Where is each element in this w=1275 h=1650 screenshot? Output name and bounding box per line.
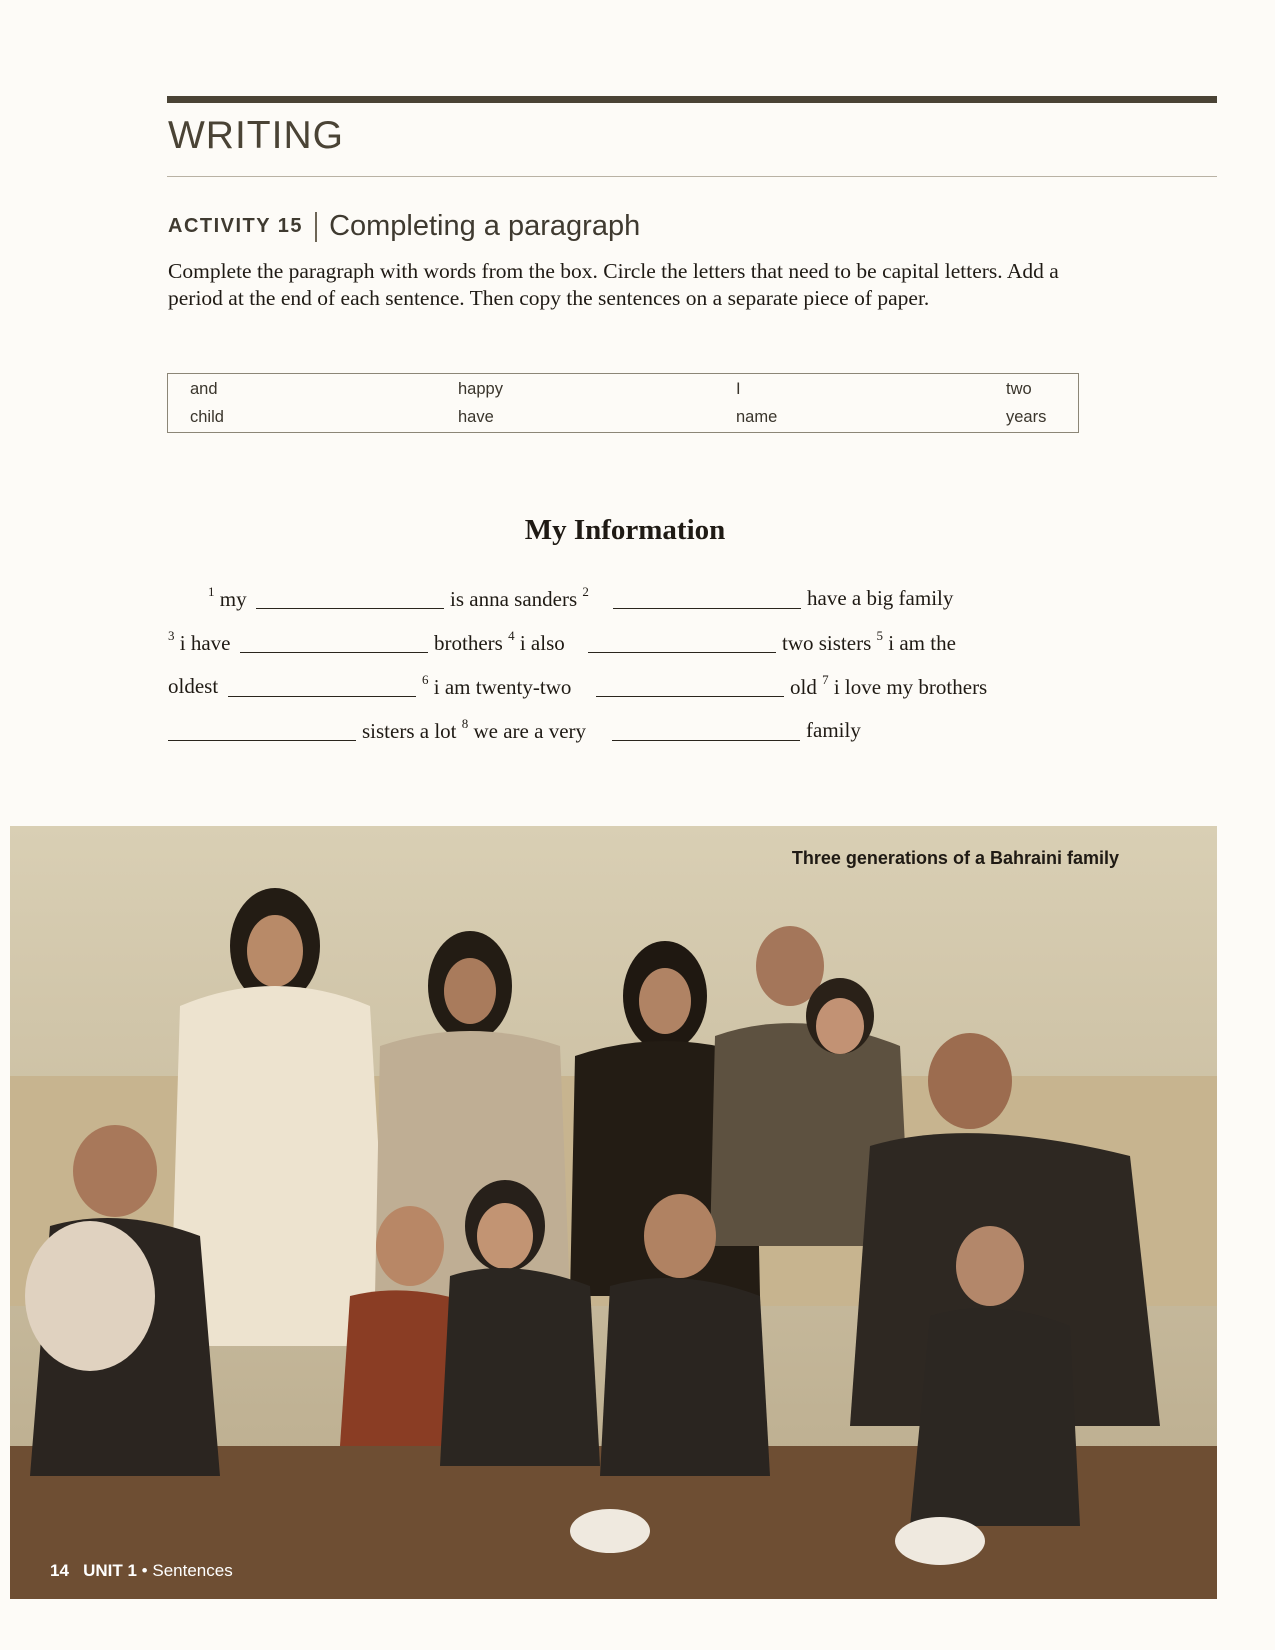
word-box-item: happy bbox=[458, 380, 503, 398]
unit-label: UNIT 1 bbox=[83, 1561, 137, 1580]
word-box-item: have bbox=[458, 408, 494, 426]
paragraph-segment: family bbox=[806, 718, 861, 742]
paragraph-line bbox=[168, 718, 1048, 750]
sentence-number: 8 bbox=[461, 716, 469, 731]
paragraph-segment: sisters a lot $^8$ we are a very bbox=[362, 716, 587, 743]
paragraph-line bbox=[168, 674, 1048, 706]
paragraph-segment: is anna sanders $^2$ bbox=[450, 584, 589, 611]
sentence-number: 1 bbox=[208, 584, 215, 599]
word-box-item: name bbox=[736, 408, 778, 426]
photo-caption: Three generations of a Bahraini family bbox=[791, 848, 1119, 868]
answer-blank[interactable] bbox=[228, 696, 416, 697]
answer-blank[interactable] bbox=[613, 608, 801, 609]
sentence-number: 6 bbox=[422, 672, 429, 687]
word-box-item: I bbox=[736, 380, 741, 398]
paragraph-segment: $^1$ my bbox=[208, 584, 247, 611]
word-box-item: and bbox=[190, 380, 218, 398]
paragraph-segment: $^3$ i have bbox=[168, 628, 231, 655]
answer-blank[interactable] bbox=[612, 740, 800, 741]
activity-separator bbox=[315, 212, 317, 242]
paragraph-segment: two sisters $^5$ i am the bbox=[782, 628, 956, 655]
activity-heading bbox=[168, 210, 640, 243]
section-divider bbox=[167, 176, 1217, 177]
paragraph-line bbox=[168, 586, 1048, 618]
activity-instructions: Complete the paragraph with words from the box. Circle the letters that need to be capital letters. Add a period at the end of each sentence. Then copy the sentences on a separate piece of paper. bbox=[168, 259, 1059, 310]
sentence-number: 7 bbox=[822, 672, 829, 687]
top-rule bbox=[167, 96, 1217, 103]
activity-number: ACTIVITY 15 bbox=[168, 215, 304, 237]
paragraph-segment: oldest bbox=[168, 674, 219, 698]
paragraph-segment: old $^7$ i love my brothers bbox=[790, 672, 988, 699]
activity-title: Completing a paragraph bbox=[329, 210, 641, 242]
sentence-number: 4 bbox=[508, 628, 515, 643]
sentence-number: 5 bbox=[876, 628, 883, 643]
page-footer bbox=[50, 1561, 233, 1581]
family-photo-illustration bbox=[10, 826, 1217, 1599]
sentence-number: 3 bbox=[168, 628, 175, 643]
section-title: WRITING bbox=[168, 114, 344, 157]
paragraph-title: My Information bbox=[524, 514, 726, 546]
paragraph-segment: have a big family bbox=[807, 586, 954, 610]
word-box-item: years bbox=[1006, 408, 1047, 426]
family-photo bbox=[10, 826, 1217, 1599]
unit-topic: Sentences bbox=[152, 1561, 233, 1580]
answer-blank[interactable] bbox=[168, 740, 356, 741]
answer-blank[interactable] bbox=[596, 696, 784, 697]
footer-separator: • bbox=[141, 1561, 148, 1580]
word-box-item: child bbox=[190, 408, 224, 426]
sentence-number: 2 bbox=[582, 584, 589, 599]
answer-blank[interactable] bbox=[256, 608, 444, 609]
answer-blank[interactable] bbox=[588, 652, 776, 653]
word-box bbox=[167, 373, 1079, 433]
paragraph-line bbox=[168, 630, 1048, 662]
word-box-item: two bbox=[1006, 380, 1032, 398]
paragraph-segment: brothers $^4$ i also bbox=[434, 628, 565, 655]
answer-blank[interactable] bbox=[240, 652, 428, 653]
paragraph-segment: $^6$ i am twenty-two bbox=[422, 672, 572, 699]
page-number: 14 bbox=[50, 1561, 69, 1580]
